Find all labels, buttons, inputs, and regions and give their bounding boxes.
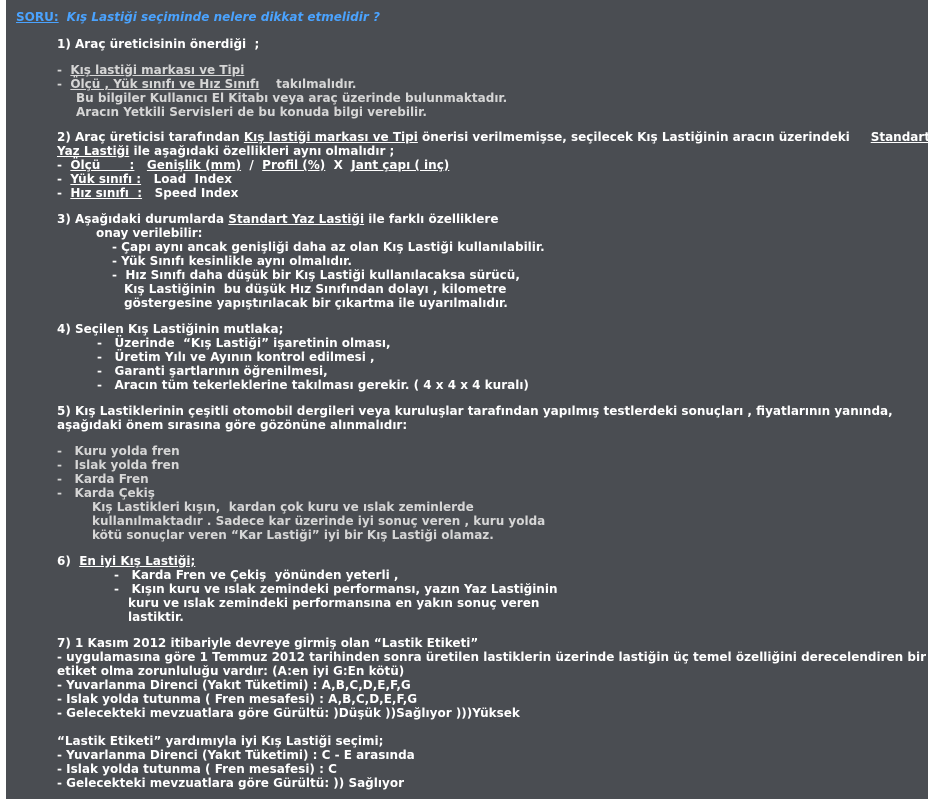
underlined-term: Ölçü : (70, 158, 135, 172)
line-text: Kış Lastikleri kışın, kardan çok kuru ve ıslak zeminlerde (92, 500, 474, 514)
line-text: - Kışın kuru ve ıslak zemindeki performansı, yazın Yaz Lastiğinin (114, 582, 558, 596)
line-text: 7) 1 Kasım 2012 itibariyle devreye girmiş olan “Lastik Etiketi” (57, 636, 479, 650)
line-text: ile farklı özelliklere (364, 212, 499, 226)
line-text: - Kuru yolda fren (57, 444, 180, 458)
line-text: ile aşağıdaki özellikleri aynı olmalıdır ; (129, 144, 395, 158)
underlined-term: En iyi Kış Lastiği; (79, 554, 196, 568)
text-line (57, 322, 283, 336)
line-text: Load Index (141, 172, 233, 186)
text-line (57, 144, 394, 158)
line-text: - Islak yolda tutunma ( Fren mesafesi) : A,B,C,D,E,F,G (57, 692, 418, 706)
line-text: - Gelecekteki mevzuatlara göre Gürültü: )) Sağlıyor (57, 776, 404, 790)
text-line (124, 282, 506, 296)
text-line (57, 776, 404, 790)
line-text: - Gelecekteki mevzuatlara göre Gürültü: )Düşük ))Sağlıyor )))Yüksek (57, 706, 520, 720)
text-line (57, 63, 244, 77)
line-text: - Yuvarlanma Direnci (Yakıt Tüketimi) : A,B,C,D,E,F,G (57, 678, 411, 692)
line-text: - Garanti şartlarının öğrenilmesi, (97, 364, 328, 378)
text-line (97, 364, 328, 378)
underlined-term: Genişlik (mm) (146, 158, 242, 172)
text-line (57, 37, 259, 51)
underlined-term: Kış lastiği markası ve Tipi (70, 63, 245, 77)
line-text: 6) (57, 554, 80, 568)
text-line (114, 568, 398, 582)
line-text: kullanılmaktadır . Sadece kar üzerinde iyi sonuç veren , kuru yolda (92, 514, 546, 528)
underlined-term: Yaz Lastiği (57, 144, 130, 158)
line-text: - Çapı aynı ancak genişliği daha az olan Kış Lastiği kullanılabilir. (112, 240, 545, 254)
line-text: - Yuvarlanma Direnci (Yakıt Tüketimi) : C - E arasında (57, 748, 415, 762)
line-text: 3) Aşağıdaki durumlarda (57, 212, 229, 226)
text-line (76, 91, 507, 105)
text-line (92, 514, 545, 528)
text-line (57, 186, 238, 200)
text-line (57, 678, 411, 692)
text-line (57, 472, 149, 486)
text-line (92, 528, 494, 542)
line-text: - Üretim Yılı ve Ayının kontrol edilmesi , (97, 350, 375, 364)
line-text: / (241, 158, 263, 172)
line-text: takılmalıdır. (259, 77, 357, 91)
line-text: 2) Araç üreticisi tarafından (57, 130, 244, 144)
text-line (57, 734, 383, 748)
underlined-term: Standart Yaz Lastiği (228, 212, 365, 226)
line-text: kuru ve ıslak zemindeki performansına en yakın sonuç veren (128, 596, 540, 610)
text-line (128, 610, 184, 624)
text-line (57, 748, 415, 762)
line-text: - (57, 158, 71, 172)
line-text: aşağıdaki önem sırasına göre gözönüne alınmalıdır: (57, 418, 408, 432)
line-text: - (57, 186, 71, 200)
text-line (97, 350, 375, 364)
line-text: - Üzerinde “Kış Lastiği” işaretinin olması, (97, 336, 391, 350)
text-line (97, 378, 529, 392)
line-text: - (57, 63, 71, 77)
underlined-term: Hız sınıfı : (70, 186, 143, 200)
line-text: 1) Araç üreticisinin önerdiği ; (57, 37, 260, 51)
question-label: SORU: (16, 10, 59, 24)
text-line (57, 404, 893, 418)
line-text: Bu bilgiler Kullanıcı El Kitabı veya araç üzerinde bulunmaktadır. (76, 91, 508, 105)
line-text: - Hız Sınıfı daha düşük bir Kış Lastiği kullanılacaksa sürücü, (112, 268, 520, 282)
text-line (112, 240, 545, 254)
question-text: Kış Lastiği seçiminde nelere dikkat etmelidir ? (66, 10, 380, 24)
underlined-term: Yük sınıfı : (70, 172, 142, 186)
line-text: - (57, 172, 71, 186)
underlined-term: Ölçü , Yük sınıfı ve Hız Sınıfı (70, 77, 260, 91)
line-text: - Islak yolda fren (57, 458, 180, 472)
text-line (57, 172, 232, 186)
text-line (57, 554, 195, 568)
text-line (57, 486, 155, 500)
text-line (57, 130, 930, 144)
underlined-term: Profil (%) (262, 158, 326, 172)
text-line (57, 706, 520, 720)
text-line (57, 650, 926, 664)
line-text: Aracın Yetkili Servisleri de bu konuda bilgi verebilir. (76, 105, 427, 119)
line-text: 4) Seçilen Kış Lastiğinin mutlaka; (57, 322, 284, 336)
line-text: 5) Kış Lastiklerinin çeşitli otomobil dergileri veya kuruluşlar tarafından yapılmış testlerdeki sonuçları , fiyatlarının yanında, (57, 404, 893, 418)
text-line (57, 212, 498, 226)
underlined-term: Kış lastiği markası ve Tipi (243, 130, 418, 144)
text-line (57, 158, 449, 172)
text-line (57, 444, 180, 458)
text-line (124, 296, 508, 310)
line-text: - Aracın tüm tekerleklerine takılması gerekir. ( 4 x 4 x 4 kuralı) (97, 378, 529, 392)
text-line (57, 77, 356, 91)
line-text: - Yük Sınıfı kesinlikle aynı olmalıdır. (112, 254, 352, 268)
underlined-term: Jant çapı ( inç) (351, 158, 450, 172)
text-line (112, 254, 352, 268)
question-heading (16, 10, 380, 24)
text-line (97, 336, 391, 350)
line-text (134, 158, 147, 172)
line-text: Kış Lastiğinin bu düşük Hız Sınıfından dolayı , kilometre (124, 282, 507, 296)
line-text: - Karda Fren ve Çekiş yönünden yeterli , (114, 568, 399, 582)
line-text: - (57, 77, 71, 91)
line-text: Speed Index (142, 186, 239, 200)
text-line (57, 664, 404, 678)
text-line (92, 500, 474, 514)
line-text: kötü sonuçlar veren “Kar Lastiği” iyi bir Kış Lastiği olamaz. (92, 528, 494, 542)
text-line (114, 582, 558, 596)
line-text: - Karda Fren (57, 472, 149, 486)
line-text: göstergesine yapıştırılacak bir çıkartma ile uyarılmalıdır. (124, 296, 508, 310)
text-line (76, 105, 427, 119)
text-line (96, 226, 202, 240)
underlined-term: Standart (870, 130, 931, 144)
line-text: - Karda Çekiş (57, 486, 155, 500)
text-line (57, 636, 478, 650)
line-text: - Islak yolda tutunma ( Fren mesafesi) : C (57, 762, 337, 776)
line-text: önerisi verilmemişse, seçilecek Kış Lastiğinin aracın üzerindeki (417, 130, 871, 144)
line-text: - uygulamasına göre 1 Temmuz 2012 tarihinden sonra üretilen lastiklerin üzerinde lastiğin üç temel özelliğini derecelendiren bir (57, 650, 926, 664)
text-line (57, 418, 407, 432)
text-line (57, 762, 337, 776)
line-text: onay verilebilir: (96, 226, 203, 240)
text-line (128, 596, 539, 610)
text-line (57, 692, 417, 706)
text-line (112, 268, 520, 282)
line-text: X (325, 158, 352, 172)
line-text: etiket olma zorunluluğu vardır: (A:en iyi G:En kötü) (57, 664, 405, 678)
text-line (57, 458, 179, 472)
line-text: lastiktir. (128, 610, 184, 624)
line-text: “Lastik Etiketi” yardımıyla iyi Kış Lastiği seçimi; (57, 734, 384, 748)
